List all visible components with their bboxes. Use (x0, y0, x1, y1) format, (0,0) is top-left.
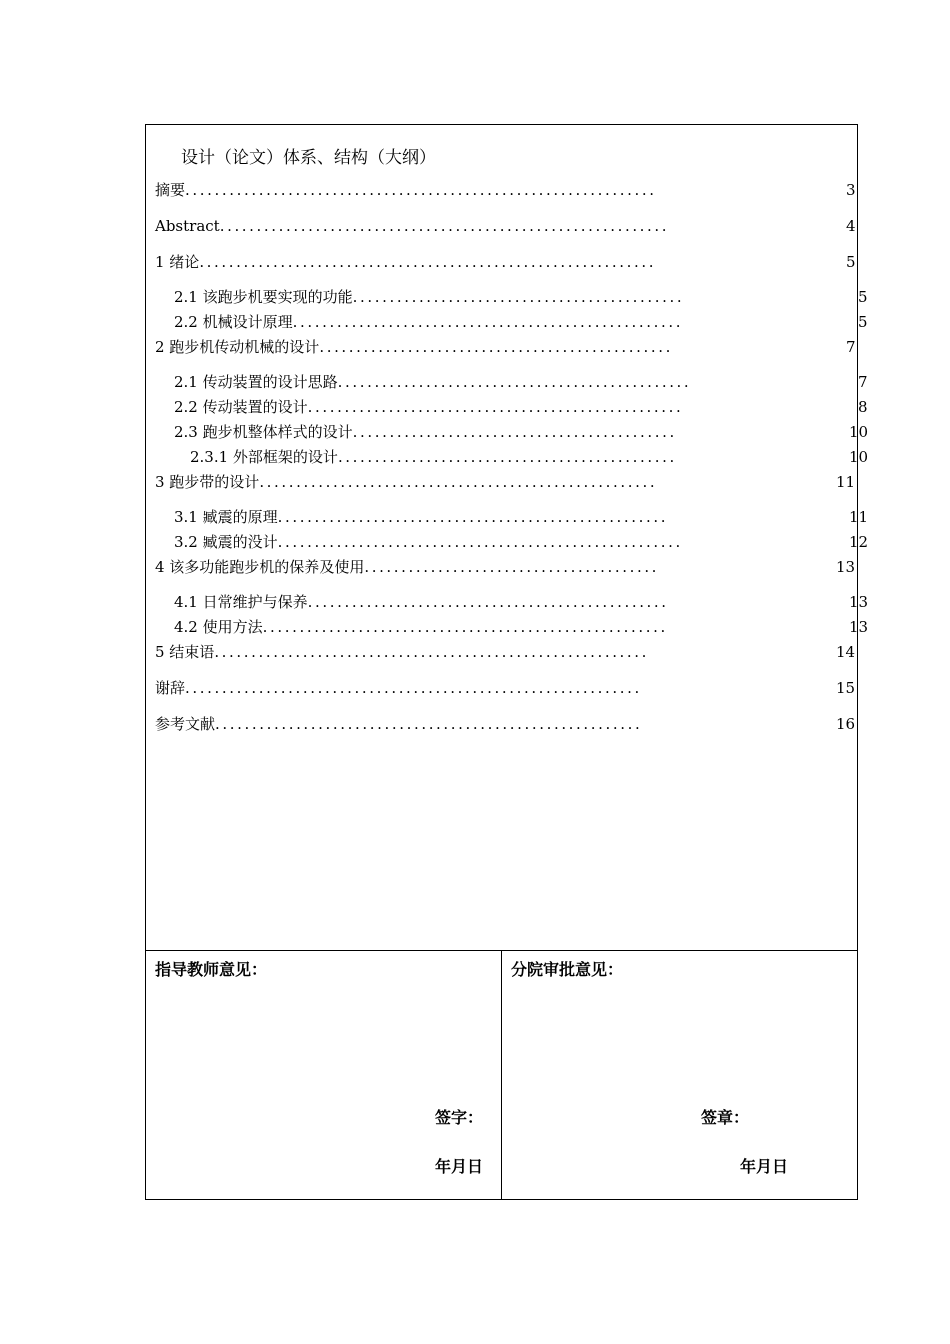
advisor-opinion-cell (146, 951, 502, 1199)
toc-entry (174, 618, 869, 636)
approval-seal-label: 签章： (701, 1108, 750, 1127)
toc-entry-label: 3 跑步带的设计 (155, 473, 260, 491)
toc-entry-page: 3 (846, 181, 856, 199)
advisor-sign-label: 签字： (435, 1108, 484, 1127)
toc-entry (155, 643, 857, 661)
toc-entry-page: 10 (849, 448, 869, 466)
dot-leader: ................................................ (319, 338, 673, 356)
dot-leader: ..................................................... (277, 508, 669, 526)
toc-entry-label: 参考文献 (155, 715, 216, 733)
dot-leader: ........................................ (364, 558, 660, 576)
toc-entry-label: 谢辞 (155, 679, 186, 697)
toc-entry-page: 13 (836, 558, 856, 576)
dot-leader: ................................................................ (185, 181, 657, 199)
toc-entry-page: 7 (858, 373, 868, 391)
toc-entry-page: 10 (849, 423, 869, 441)
toc-entry-page: 4 (846, 217, 856, 235)
toc-entry (155, 473, 857, 491)
dot-leader: ................................................ (337, 373, 692, 391)
toc-entry (155, 558, 857, 576)
dot-leader: ................................................... (307, 398, 684, 416)
dot-leader: ....................................................... (277, 533, 683, 551)
dot-leader: ............................................. (352, 288, 685, 306)
toc-entry-page: 11 (836, 473, 856, 491)
toc-entry-page: 5 (858, 288, 868, 306)
toc-entry-label: 3.2 臧震的没计 (174, 533, 278, 551)
toc-entry (155, 679, 857, 697)
toc-entry (174, 288, 868, 306)
toc-entry (174, 313, 868, 331)
toc-entry-label: 3.1 臧震的原理 (174, 508, 278, 526)
toc-entry-page: 13 (849, 618, 869, 636)
toc-entry (174, 508, 869, 526)
dot-leader: ........................................................... (214, 643, 650, 661)
form-frame (145, 124, 869, 1200)
toc-entry-page: 16 (836, 715, 856, 733)
toc-entry-label: 2.3.1 外部框架的设计 (190, 448, 338, 466)
toc-entry (174, 533, 869, 551)
toc-entry-page: 14 (836, 643, 856, 661)
toc-entry (155, 181, 857, 199)
toc-entry-page: 12 (849, 533, 869, 551)
toc-entry-label: 摘要 (155, 181, 186, 199)
dot-leader: ................................................. (307, 593, 669, 611)
toc-entry-label: 2 跑步机传动机械的设计 (155, 338, 320, 356)
toc-section (146, 125, 869, 951)
dot-leader: ..................................................... (292, 313, 684, 331)
dot-leader: ...................................................... (259, 473, 658, 491)
dot-leader: ............................................................. (219, 217, 670, 235)
approval-opinion-cell (502, 951, 857, 1199)
dot-leader: ....................................................... (262, 618, 668, 636)
toc-entry (155, 253, 857, 271)
toc-entry-label: 2.1 传动装置的设计思路 (174, 373, 338, 391)
toc-entry (155, 338, 857, 356)
toc-entry (155, 217, 857, 235)
toc-entry-page: 7 (846, 338, 856, 356)
toc-entry-label: 2.3 跑步机整体样式的设计 (174, 423, 353, 441)
approval-date-label: 年月日 (740, 1157, 789, 1176)
toc-entry-page: 13 (849, 593, 869, 611)
toc-entry-label: 1 绪论 (155, 253, 200, 271)
toc-entry-page: 8 (858, 398, 868, 416)
advisor-heading: 指导教师意见： (155, 960, 268, 979)
toc-entry-page: 5 (846, 253, 856, 271)
toc-entry-label: 4.2 使用方法 (174, 618, 263, 636)
toc-entry-label: 2.2 机械设计原理 (174, 313, 293, 331)
toc-entry (174, 593, 869, 611)
toc-entry-label: 2.1 该跑步机要实现的功能 (174, 288, 353, 306)
toc-entry (174, 423, 869, 441)
toc-entry-page: 15 (836, 679, 856, 697)
toc-entry-page: 11 (849, 508, 869, 526)
toc-entry-label: 4.1 日常维护与保养 (174, 593, 308, 611)
toc-entry-label: 4 该多功能跑步机的保养及使用 (155, 558, 365, 576)
dot-leader: .............................................................. (185, 679, 642, 697)
approval-heading: 分院审批意见： (511, 960, 624, 979)
dot-leader: .............................................. (337, 448, 677, 466)
toc-entry-label: 5 结束语 (155, 643, 215, 661)
advisor-date-label: 年月日 (435, 1157, 484, 1176)
toc-entry-label: Abstract (155, 217, 220, 235)
toc-entry-page: 5 (858, 313, 868, 331)
dot-leader: .......................................................... (215, 715, 643, 733)
toc-entry (190, 448, 869, 466)
toc-entry-label: 2.2 传动装置的设计 (174, 398, 308, 416)
dot-leader: ............................................ (352, 423, 677, 441)
toc-title: 设计（论文）体系、结构（大纲） (181, 148, 436, 168)
toc-entry (174, 373, 868, 391)
toc-entry (174, 398, 868, 416)
dot-leader: .............................................................. (199, 253, 657, 271)
toc-entry (155, 715, 857, 733)
